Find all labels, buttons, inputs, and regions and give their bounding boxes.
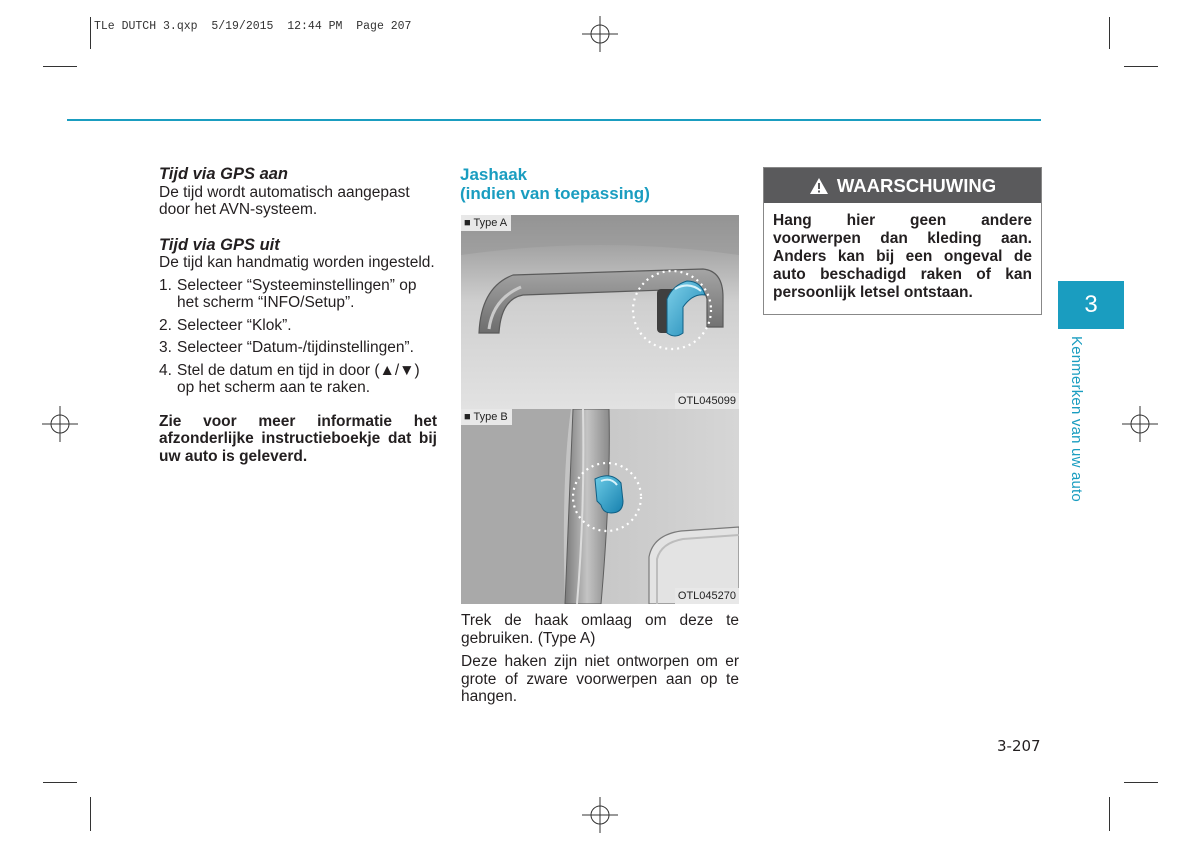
- warning-body: Hang hier geen andere voorwerpen dan kleding aan. Anders kan bij een ongeval de auto beschadigd raken of kan persoonlijk letsel ontstaan.: [773, 212, 1032, 301]
- list-item: 1. Selecteer “Systeeminstellingen” op het scherm “INFO/Setup”.: [159, 276, 417, 311]
- coat-hook-type-b-illustration: [461, 409, 739, 604]
- chapter-tab: 3: [1058, 281, 1124, 329]
- left-column: [159, 166, 437, 465]
- gps-off-text: De tijd kan handmatig worden ingesteld.: [159, 254, 435, 271]
- gps-off-heading: Tijd via GPS uit: [159, 235, 280, 254]
- steps-list: [159, 277, 437, 397]
- page-number: 3-207: [997, 737, 1041, 755]
- gps-on-text: De tijd wordt automatisch aangepast door het AVN-systeem.: [159, 183, 410, 218]
- list-item: 2. Selecteer “Klok”.: [159, 316, 292, 334]
- figure-type-b-code: OTL045270: [675, 588, 739, 604]
- hook-caution-text: Deze haken zijn niet ontworpen om er grote of zware voorwerpen aan op te hangen.: [461, 653, 739, 705]
- figure-type-b-label: ■ Type B: [461, 409, 512, 425]
- list-item: 4. Stel de datum en tijd in door (▲/▼) op het scherm aan te raken.: [159, 361, 420, 396]
- warning-box: [763, 167, 1042, 315]
- header-rule: [67, 119, 1041, 121]
- info-note: Zie voor meer informatie het afzonderlijke instructieboekje dat bij uw auto is geleverd.: [159, 412, 437, 465]
- section-title: Jashaak (indien van toepassing): [460, 165, 650, 203]
- list-item: 3. Selecteer “Datum-/tijdinstellingen”.: [159, 339, 414, 356]
- chapter-title: Kenmerken van uw auto: [1068, 336, 1085, 502]
- print-slug: TLe DUTCH 3.qxp 5/19/2015 12:44 PM Page 207: [94, 20, 412, 33]
- warning-title: WAARSCHUWING: [836, 174, 997, 196]
- warning-triangle-icon: [809, 177, 829, 195]
- middle-column-text: [461, 612, 739, 706]
- registration-mark-icon: [582, 16, 618, 52]
- registration-mark-icon: [42, 406, 78, 442]
- registration-mark-icon: [582, 797, 618, 833]
- figure-type-a: [461, 215, 739, 409]
- gps-on-heading: Tijd via GPS aan: [159, 165, 288, 183]
- warning-header: [764, 168, 1041, 203]
- registration-mark-icon: [1122, 406, 1158, 442]
- figure-type-a-label: ■ Type A: [461, 215, 511, 231]
- figure-type-b: [461, 409, 739, 604]
- coat-hook-type-a-illustration: [461, 215, 739, 409]
- hook-usage-text: Trek de haak omlaag om deze te gebruiken. (Type A): [461, 612, 739, 647]
- figure-type-a-code: OTL045099: [675, 393, 739, 409]
